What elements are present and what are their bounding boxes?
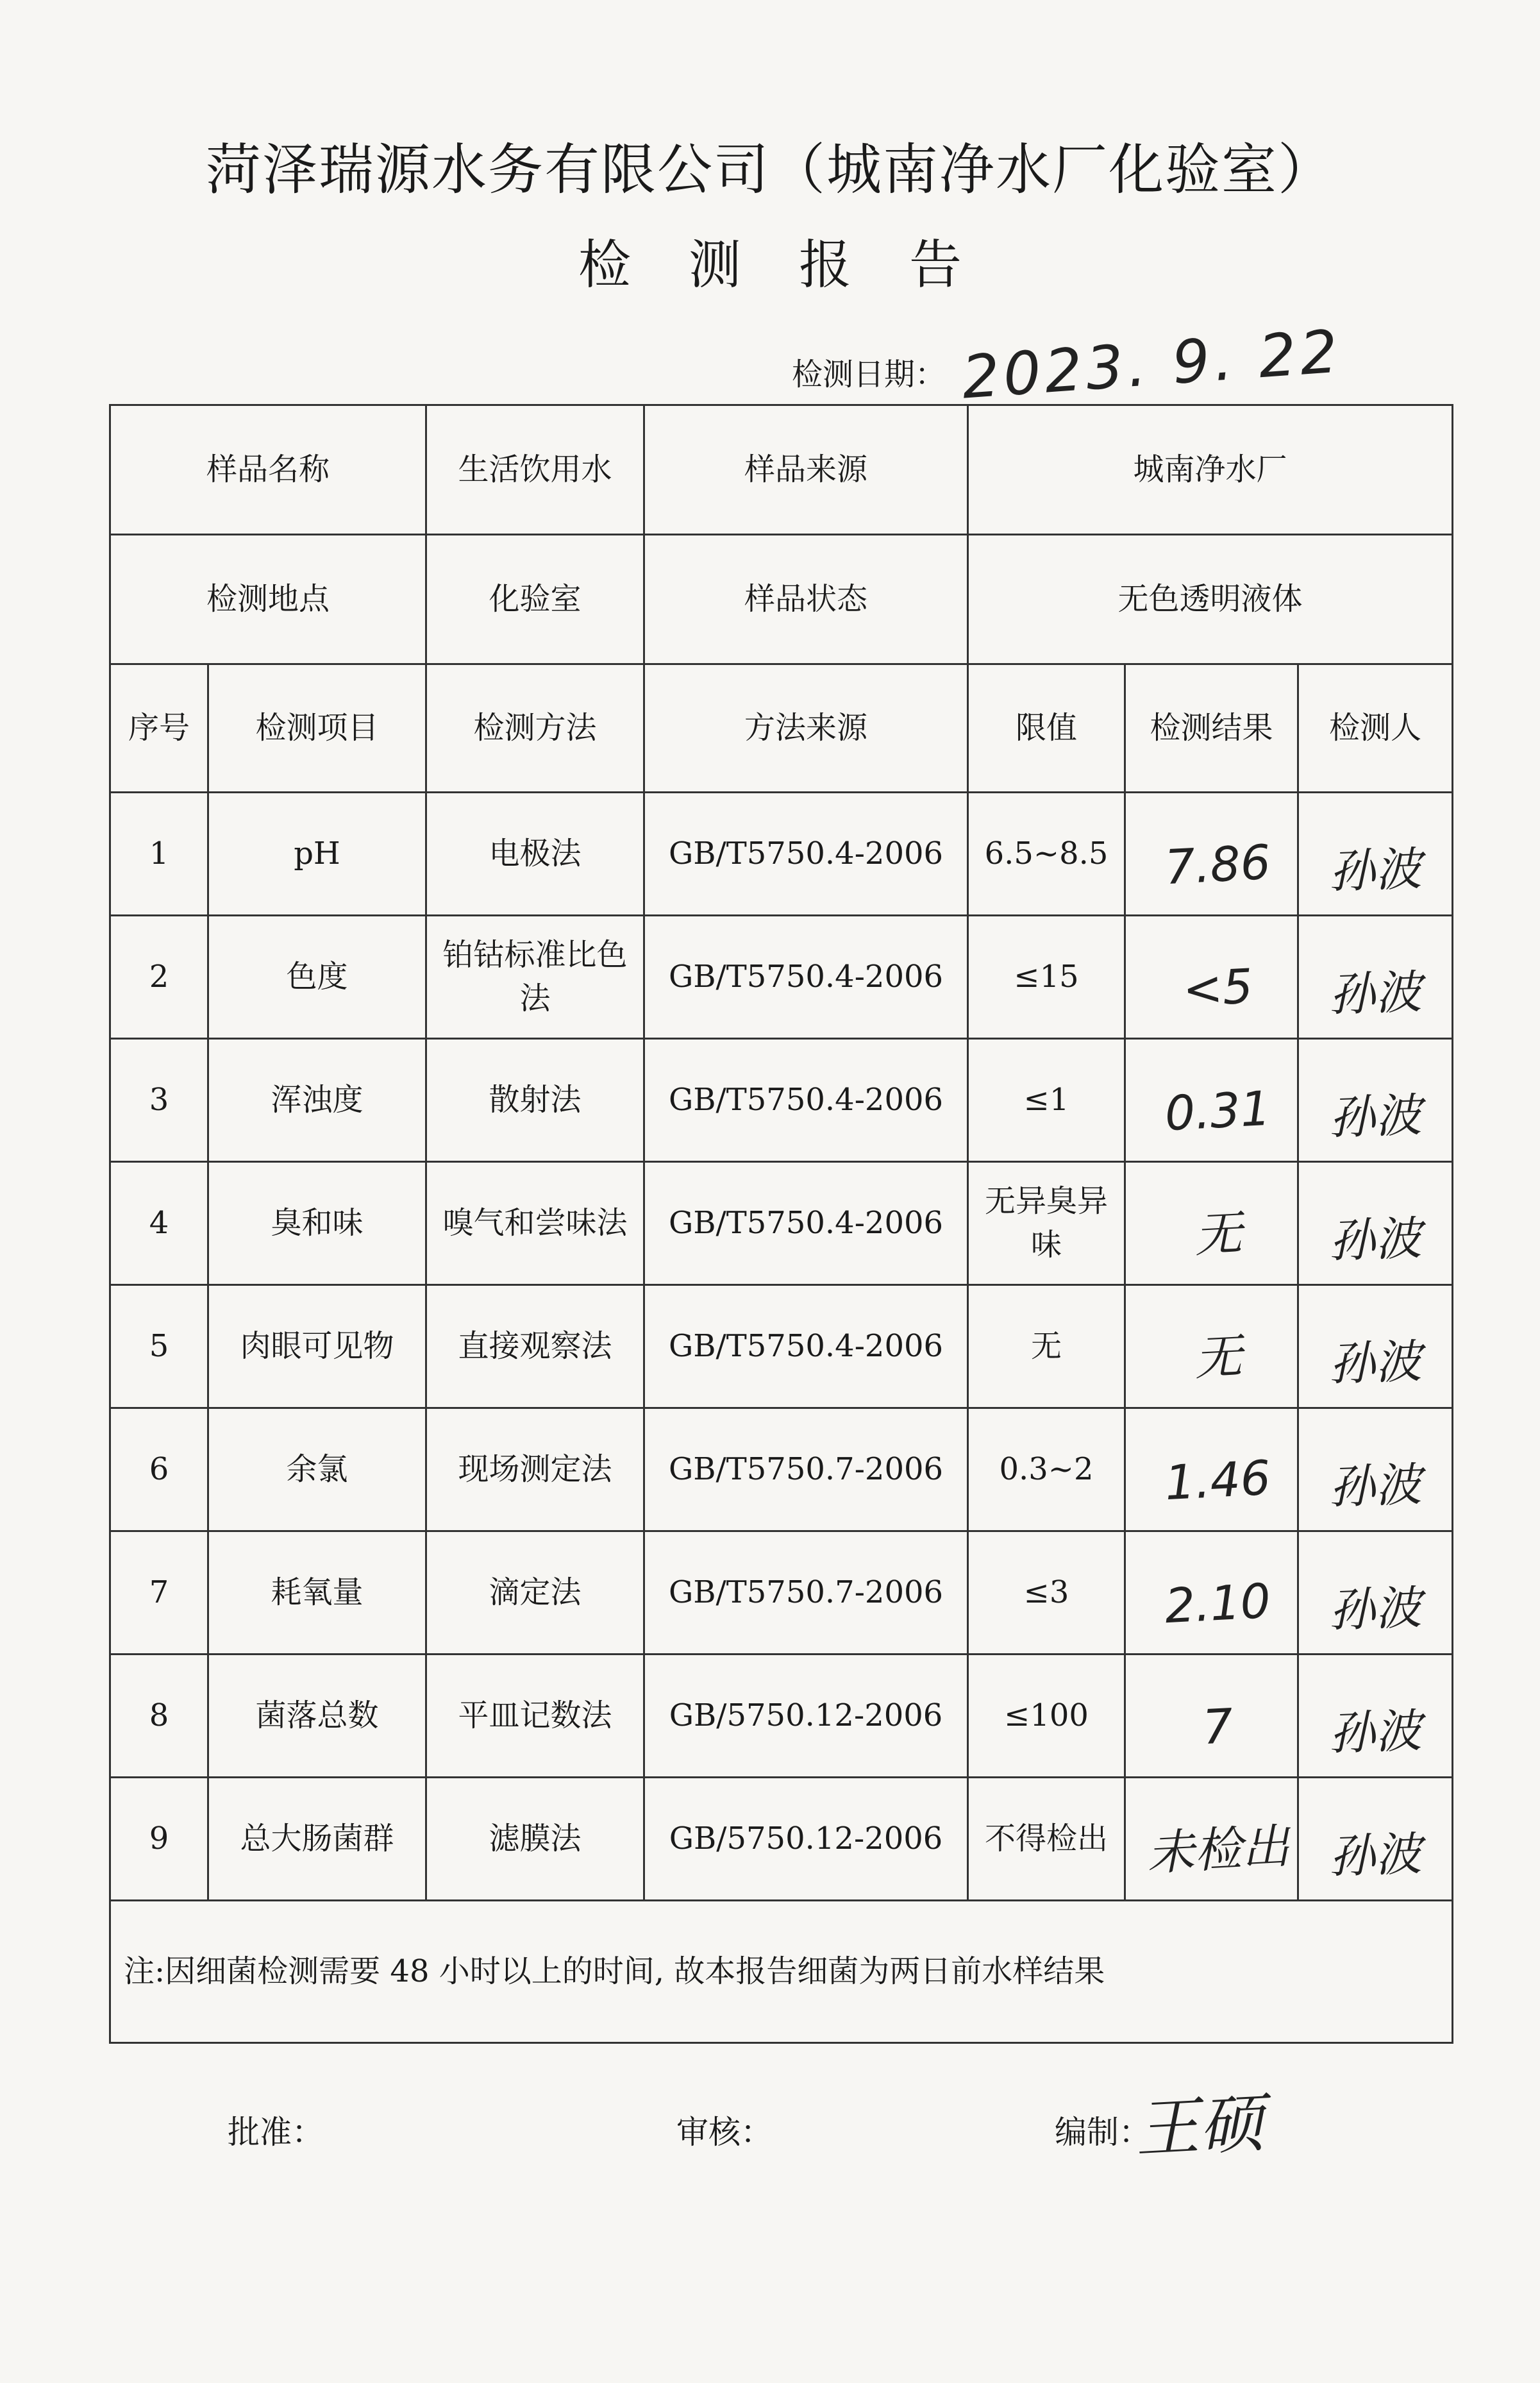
- tester-signature: 孙波: [1328, 1457, 1423, 1515]
- test-method: 滴定法: [426, 1531, 644, 1655]
- info-value-test-location: 化验室: [426, 535, 644, 664]
- tester: [1298, 1162, 1453, 1285]
- tester-signature: 孙波: [1328, 841, 1423, 899]
- info-label-test-location: 检测地点: [110, 535, 426, 664]
- tester: [1298, 1285, 1453, 1408]
- column-header: 方法来源: [644, 664, 968, 793]
- test-item: 臭和味: [208, 1162, 426, 1285]
- test-result-handwritten: <5: [1181, 958, 1255, 1018]
- test-result-handwritten: 0.31: [1163, 1081, 1272, 1141]
- test-item: pH: [208, 793, 426, 916]
- test-item: 菌落总数: [208, 1655, 426, 1778]
- date-value-handwritten: 2023. 9. 22: [959, 317, 1344, 412]
- row-number: 2: [110, 916, 208, 1039]
- test-item: 肉眼可见物: [208, 1285, 426, 1408]
- limit-value: 0.3~2: [968, 1408, 1125, 1531]
- tester: [1298, 916, 1453, 1039]
- column-header: 检测方法: [426, 664, 644, 793]
- test-method: 滤膜法: [426, 1778, 644, 1901]
- test-result: [1125, 1408, 1298, 1531]
- approve-label: 批准：: [228, 2114, 324, 2151]
- tester-signature: 孙波: [1328, 1088, 1423, 1145]
- test-result: [1125, 1778, 1298, 1901]
- limit-value: ≤1: [968, 1039, 1125, 1162]
- test-result: [1125, 916, 1298, 1039]
- tester: [1298, 1655, 1453, 1778]
- test-method: 现场测定法: [426, 1408, 644, 1531]
- info-row-sample: [110, 405, 1453, 535]
- test-method: 平皿记数法: [426, 1655, 644, 1778]
- report-note: 注:因细菌检测需要 48 小时以上的时间, 故本报告细菌为两日前水样结果: [110, 1901, 1453, 2043]
- tester-signature: 孙波: [1328, 1703, 1423, 1761]
- test-method: 电极法: [426, 793, 644, 916]
- test-item: 总大肠菌群: [208, 1778, 426, 1901]
- column-header: 检测结果: [1125, 664, 1298, 793]
- tester-signature: 孙波: [1328, 1826, 1423, 1884]
- test-method: 散射法: [426, 1039, 644, 1162]
- tester-signature: 孙波: [1328, 1211, 1423, 1268]
- test-result: [1125, 1285, 1298, 1408]
- row-number: 3: [110, 1039, 208, 1162]
- info-value-sample-name: 生活饮用水: [426, 405, 644, 535]
- table-row: [110, 793, 1453, 916]
- test-result: [1125, 1162, 1298, 1285]
- table-row: [110, 1285, 1453, 1408]
- test-item: 浑浊度: [208, 1039, 426, 1162]
- test-item: 色度: [208, 916, 426, 1039]
- test-result-handwritten: 1.46: [1163, 1450, 1272, 1511]
- tester-signature: 孙波: [1328, 1334, 1423, 1392]
- tester-signature: 孙波: [1328, 1580, 1423, 1638]
- info-label-sample-source: 样品来源: [644, 405, 968, 535]
- author-signature: 王硕: [1133, 2085, 1266, 2168]
- limit-value: ≤3: [968, 1531, 1125, 1655]
- column-header: 限值: [968, 664, 1125, 793]
- table-header-row: [110, 664, 1453, 793]
- tester: [1298, 1531, 1453, 1655]
- method-source: GB/T5750.4-2006: [644, 793, 968, 916]
- test-item: 余氯: [208, 1408, 426, 1531]
- method-source: GB/T5750.4-2006: [644, 1285, 968, 1408]
- method-source: GB/T5750.4-2006: [644, 916, 968, 1039]
- test-result-handwritten: 2.10: [1163, 1573, 1272, 1634]
- info-value-sample-state: 无色透明液体: [968, 535, 1453, 664]
- test-method: 直接观察法: [426, 1285, 644, 1408]
- row-number: 4: [110, 1162, 208, 1285]
- column-header: 检测人: [1298, 664, 1453, 793]
- tester: [1298, 793, 1453, 916]
- limit-value: ≤100: [968, 1655, 1125, 1778]
- test-result-handwritten: 7.86: [1163, 834, 1272, 895]
- limit-value: 无异臭异味: [968, 1162, 1125, 1285]
- table-row: [110, 1531, 1453, 1655]
- table-row: [110, 1162, 1453, 1285]
- report-table: [109, 404, 1453, 2044]
- review-label: 审核：: [676, 2114, 773, 2151]
- test-result: [1125, 1655, 1298, 1778]
- method-source: GB/T5750.4-2006: [644, 1039, 968, 1162]
- info-value-sample-source: 城南净水厂: [968, 405, 1453, 535]
- info-row-location: [110, 535, 1453, 664]
- table-row: [110, 1778, 1453, 1901]
- report-company-title: 菏泽瑞源水务有限公司（城南净水厂化验室）: [206, 138, 1334, 202]
- limit-value: 无: [968, 1285, 1125, 1408]
- author-label: 编制：: [1055, 2114, 1151, 2151]
- method-source: GB/T5750.7-2006: [644, 1531, 968, 1655]
- table-row: [110, 1655, 1453, 1778]
- table-row: [110, 1039, 1453, 1162]
- row-number: 1: [110, 793, 208, 916]
- test-method: 铂钴标准比色法: [426, 916, 644, 1039]
- test-method: 嗅气和尝味法: [426, 1162, 644, 1285]
- test-result: [1125, 1531, 1298, 1655]
- test-result-handwritten: 无: [1193, 1328, 1243, 1386]
- info-label-sample-state: 样品状态: [644, 535, 968, 664]
- test-result-handwritten: 未检出: [1145, 1818, 1291, 1882]
- method-source: GB/5750.12-2006: [644, 1778, 968, 1901]
- row-number: 6: [110, 1408, 208, 1531]
- tester: [1298, 1039, 1453, 1162]
- column-header: 检测项目: [208, 664, 426, 793]
- test-result: [1125, 793, 1298, 916]
- test-result-handwritten: 7: [1201, 1698, 1235, 1755]
- limit-value: 6.5~8.5: [968, 793, 1125, 916]
- method-source: GB/T5750.7-2006: [644, 1408, 968, 1531]
- date-label: 检测日期：: [792, 357, 946, 392]
- row-number: 8: [110, 1655, 208, 1778]
- method-source: GB/T5750.4-2006: [644, 1162, 968, 1285]
- test-result: [1125, 1039, 1298, 1162]
- note-row: [110, 1901, 1453, 2043]
- tester: [1298, 1408, 1453, 1531]
- table-row: [110, 1408, 1453, 1531]
- report-subtitle: 检测报告: [578, 235, 1019, 296]
- column-header: 序号: [110, 664, 208, 793]
- test-result-handwritten: 无: [1193, 1205, 1243, 1263]
- limit-value: 不得检出: [968, 1778, 1125, 1901]
- row-number: 7: [110, 1531, 208, 1655]
- test-item: 耗氧量: [208, 1531, 426, 1655]
- method-source: GB/5750.12-2006: [644, 1655, 968, 1778]
- tester-signature: 孙波: [1328, 964, 1423, 1022]
- table-row: [110, 916, 1453, 1039]
- tester: [1298, 1778, 1453, 1901]
- info-label-sample-name: 样品名称: [110, 405, 426, 535]
- limit-value: ≤15: [968, 916, 1125, 1039]
- row-number: 9: [110, 1778, 208, 1901]
- row-number: 5: [110, 1285, 208, 1408]
